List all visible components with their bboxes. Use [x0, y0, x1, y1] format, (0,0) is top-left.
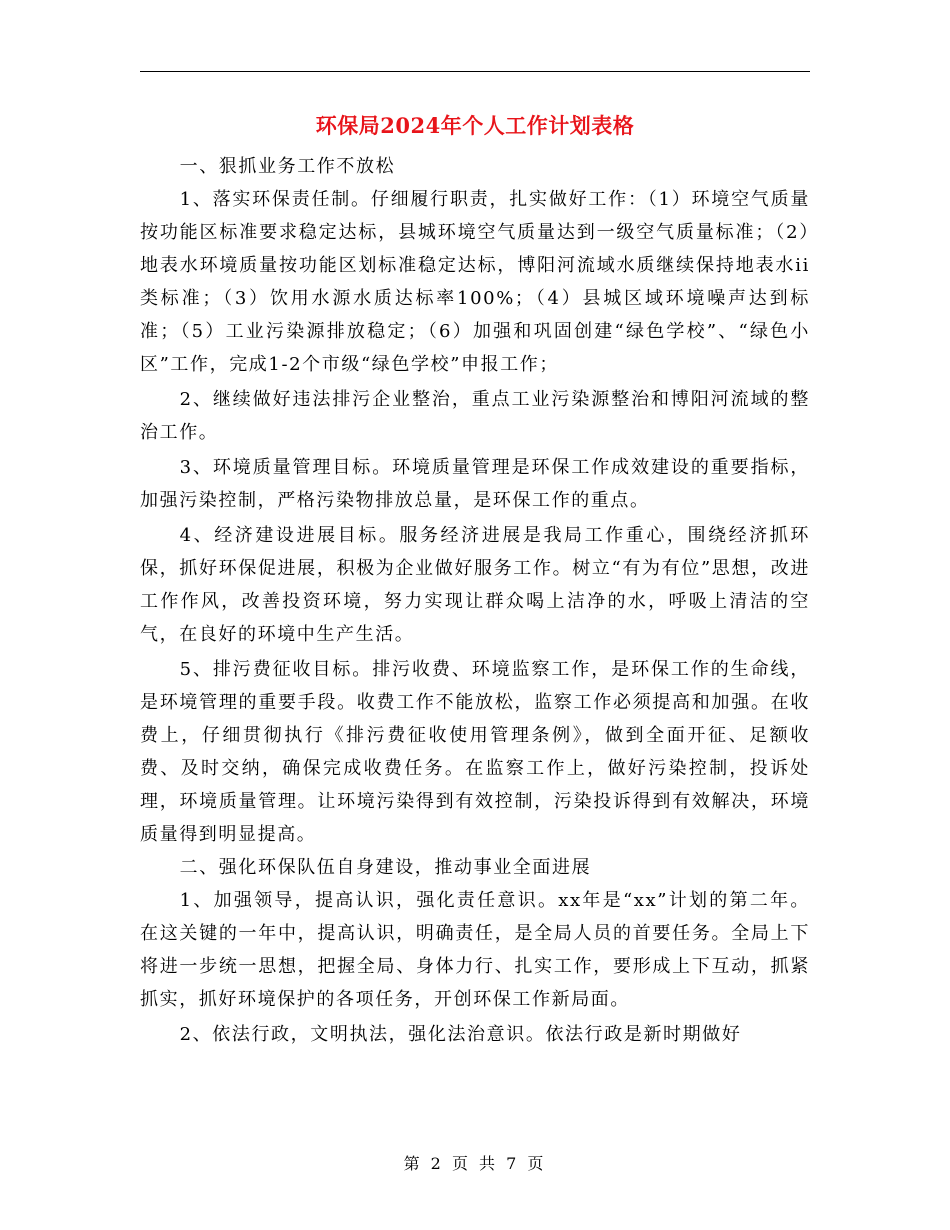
document-title: 环保局2024年个人工作计划表格: [315, 113, 635, 138]
section-heading-2: 二、强化环保队伍自身建设，推动事业全面进展: [179, 857, 592, 878]
header-rule: [140, 71, 810, 72]
paragraph-6: 1、加强领导，提高认识，强化责任意识。xx年是“xx”计划的第二年。在这关键的一年中，提高认识，明确责任，是全局人员的首要任务。全局上下将进一步统一思想，把握全局、身体力行、扎实工作，要形成上下互动，抓紧抓实，抓好环境保护的各项任务，开创环保工作新局面。: [140, 890, 810, 1010]
paragraph-1: 1、落实环保责任制。仔细履行职责，扎实做好工作：（1）环境空气质量按功能区标准要求稳定达标，县城环境空气质量达到一级空气质量标准；（2）地表水环境质量按功能区划标准稳定达标，博阳河流域水质继续保持地表水ii类标准；（3）饮用水源水质达标率100%；（4）县城区域环境噪声达到标准；（5）工业污染源排放稳定；（6）加强和巩固创建“绿色学校”、“绿色小区”工作，完成1-2个市级“绿色学校”申报工作；: [140, 189, 810, 375]
paragraph-3: 3、环境质量管理目标。环境质量管理是环保工作成效建设的重要指标，加强污染控制，严格污染物排放总量，是环保工作的重点。: [140, 457, 810, 511]
paragraph-7: 2、依法行政，文明执法，强化法治意识。依法行政是新时期做好: [179, 1024, 742, 1045]
paragraph-5: 5、排污费征收目标。排污收费、环境监察工作，是环保工作的生命线，是环境管理的重要手段。收费工作不能放松，监察工作必须提高和加强。在收费上，仔细贯彻执行《排污费征收使用管理条例》，做到全面开征、足额收费、及时交纳，确保完成收费任务。在监察工作上，做好污染控制，投诉处理，环境质量管理。让环境污染得到有效控制，污染投诉得到有效解决，环境质量得到明显提高。: [140, 659, 810, 845]
paragraph-2: 2、继续做好违法排污企业整治，重点工业污染源整治和博阳河流域的整治工作。: [140, 389, 810, 443]
section-heading-1: 一、狠抓业务工作不放松: [179, 156, 396, 177]
paragraph-4: 4、经济建设进展目标。服务经济进展是我局工作重心，围绕经济抓环保，抓好环保促进展，积极为企业做好服务工作。树立“有为有位”思想，改进工作作风，改善投资环境，努力实现让群众喝上洁净的水，呼吸上清洁的空气，在良好的环境中生产生活。: [140, 525, 810, 645]
document-body: [140, 150, 810, 1051]
page-footer: 第 2 页 共 7 页: [403, 1154, 547, 1173]
